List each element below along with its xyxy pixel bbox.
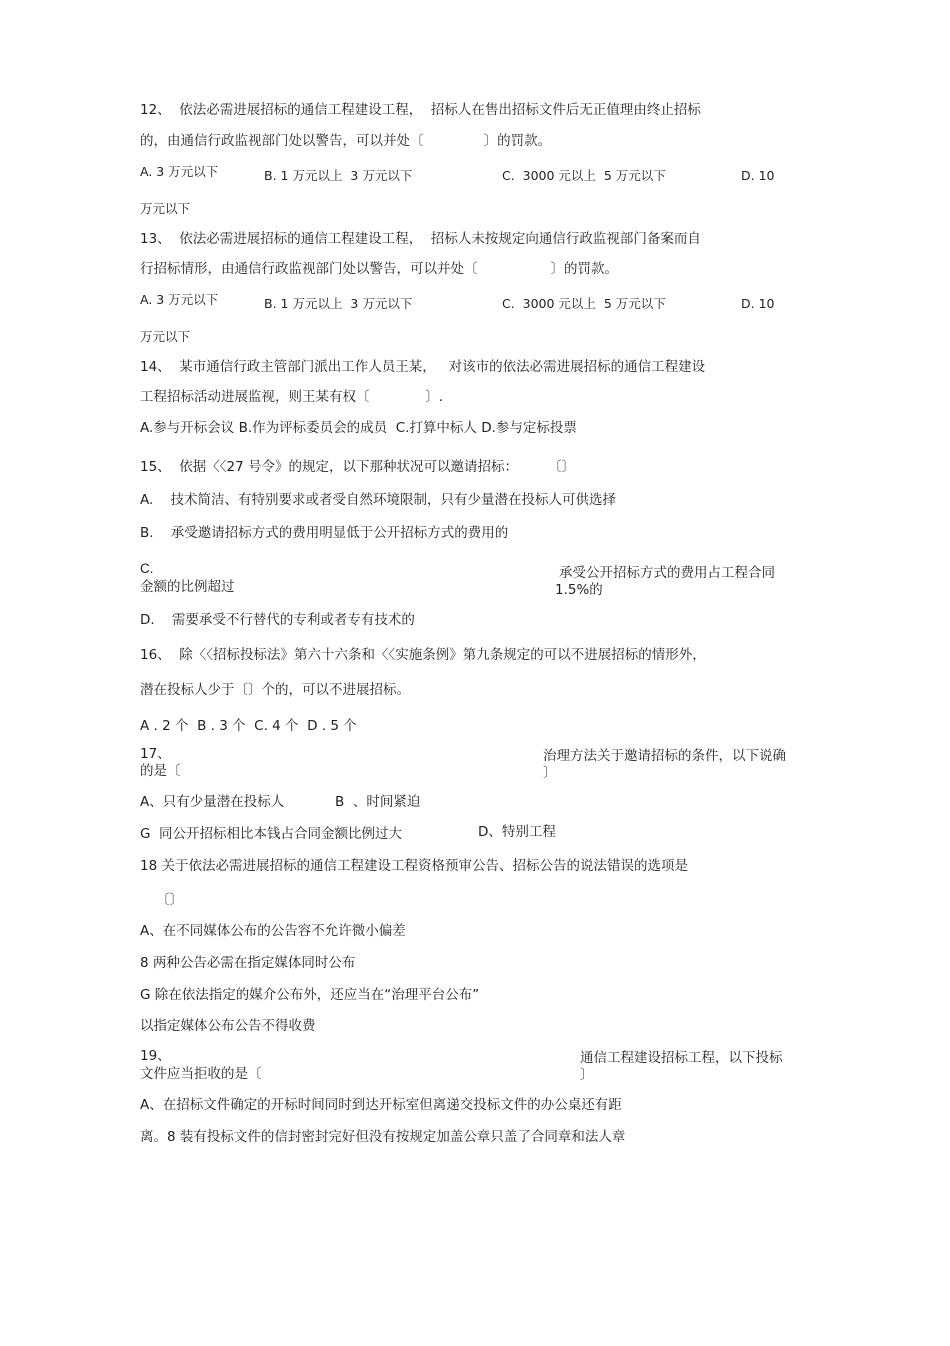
- q12-option-b: B. 1 万元以上 3 万元以下: [264, 168, 413, 183]
- q15-option-d: D. 需要承受不行替代的专利或者专有技术的: [140, 612, 415, 628]
- q12-stem-line1: 12、 依法必需进展招标的通信工程建设工程， 招标人在售出招标文件后无正值理由终止招标: [140, 102, 701, 118]
- q13-option-d-cont: 万元以下: [140, 329, 191, 344]
- q14-stem-line2: 工程招标活动进展监视，则王某有权〔 〕.: [140, 389, 444, 405]
- q18-stem-line1: 18 关于依法必需进展招标的通信工程建设工程资格预审公告、招标公告的说法错误的选项是: [140, 858, 688, 874]
- q18-stem-line2: 〔〕: [156, 892, 183, 908]
- q12-option-d: D. 10: [741, 168, 775, 183]
- q15-stem: 15、 依据〈〈27 号令》的规定，以下那种状况可以邀请招标： 〔〕: [140, 459, 576, 475]
- q17-stem-left2: 的是〔: [140, 763, 181, 779]
- q16-stem-line1: 16、 除〈〈招标投标法》第六十六条和〈〈实施条例》第九条规定的可以不进展招标的情形外，: [140, 647, 706, 663]
- q13-stem-line2: 行招标情形，由通信行政监视部门处以警告，可以并处〔 〕的罚款。: [140, 261, 618, 277]
- q17-option-b: B 、时间紧迫: [335, 794, 421, 810]
- q19-option-a-line1: A、在招标文件确定的开标时间同时到达开标室但离递交投标文件的办公桌还有距: [140, 1097, 622, 1113]
- q19-stem-right: 通信工程建设招标工程，以下投标: [580, 1050, 783, 1066]
- q12-option-c: C. 3000 元以上 5 万元以下: [502, 168, 666, 183]
- q19-stem-left2: 文件应当拒收的是〔: [140, 1066, 262, 1082]
- q15-option-a: A. 技术简洁、有特别要求或者受自然环境限制，只有少量潜在投标人可供选择: [140, 492, 616, 508]
- q17-option-a: A、只有少量潜在投标人: [140, 794, 285, 810]
- q13-option-b: B. 1 万元以上 3 万元以下: [264, 296, 413, 311]
- q17-option-c: G 同公开招标相比本钱占合同金额比例过大: [140, 826, 403, 842]
- q13-option-a: A. 3 万元以下: [140, 292, 219, 307]
- q15-option-c-label: C.: [140, 561, 154, 576]
- q17-stem-right2: 〕: [543, 765, 557, 781]
- q18-option-d: 以指定媒体公布公告不得收费: [140, 1018, 316, 1034]
- q15-option-c-right: 承受公开招标方式的费用占工程合同: [559, 565, 775, 581]
- q14-options: A.参与开标会议 B.作为评标委员会的成员 C.打算中标人 D.参与定标投票: [140, 420, 577, 436]
- q19-number: 19、: [140, 1048, 171, 1064]
- q19-stem-right2: 〕: [580, 1067, 594, 1083]
- q18-option-a: A、在不同媒体公布的公告容不允许微小偏差: [140, 923, 406, 939]
- q13-option-c: C. 3000 元以上 5 万元以下: [502, 296, 666, 311]
- q13-stem-line1: 13、 依法必需进展招标的通信工程建设工程， 招标人未按规定向通信行政监视部门备案而自: [140, 231, 701, 247]
- q15-option-c-left: 金额的比例超过: [140, 579, 235, 595]
- q16-stem-line2: 潜在投标人少于〔〕个的，可以不进展招标。: [140, 682, 410, 698]
- q12-option-d-cont: 万元以下: [140, 201, 191, 216]
- q15-option-c-right2: 1.5%的: [555, 582, 603, 598]
- q16-options: A . 2 个 B . 3 个 C. 4 个 D . 5 个: [140, 718, 357, 734]
- q15-option-b: B. 承受邀请招标方式的费用明显低于公开招标方式的费用的: [140, 525, 509, 541]
- q12-stem-line2: 的，由通信行政监视部门处以警告，可以并处〔 〕的罚款。: [140, 133, 552, 149]
- q19-option-a-line2: 离。8 装有投标文件的信封密封完好但没有按规定加盖公章只盖了合同章和法人章: [140, 1129, 626, 1145]
- q14-stem-line1: 14、 某市通信行政主管部门派出工作人员王某， 对该市的依法必需进展招标的通信工程建设: [140, 359, 706, 375]
- q12-option-a: A. 3 万元以下: [140, 164, 219, 179]
- q18-option-c: G 除在依法指定的媒介公布外，还应当在“治理平台公布”: [140, 987, 480, 1003]
- q17-option-d: D、特别工程: [478, 824, 556, 840]
- q17-number: 17、: [140, 746, 171, 762]
- q13-option-d: D. 10: [741, 296, 775, 311]
- q18-option-b: 8 两种公告必需在指定媒体同时公布: [140, 955, 356, 971]
- q17-stem-right: 治理方法关于邀请招标的条件，以下说确: [543, 748, 786, 764]
